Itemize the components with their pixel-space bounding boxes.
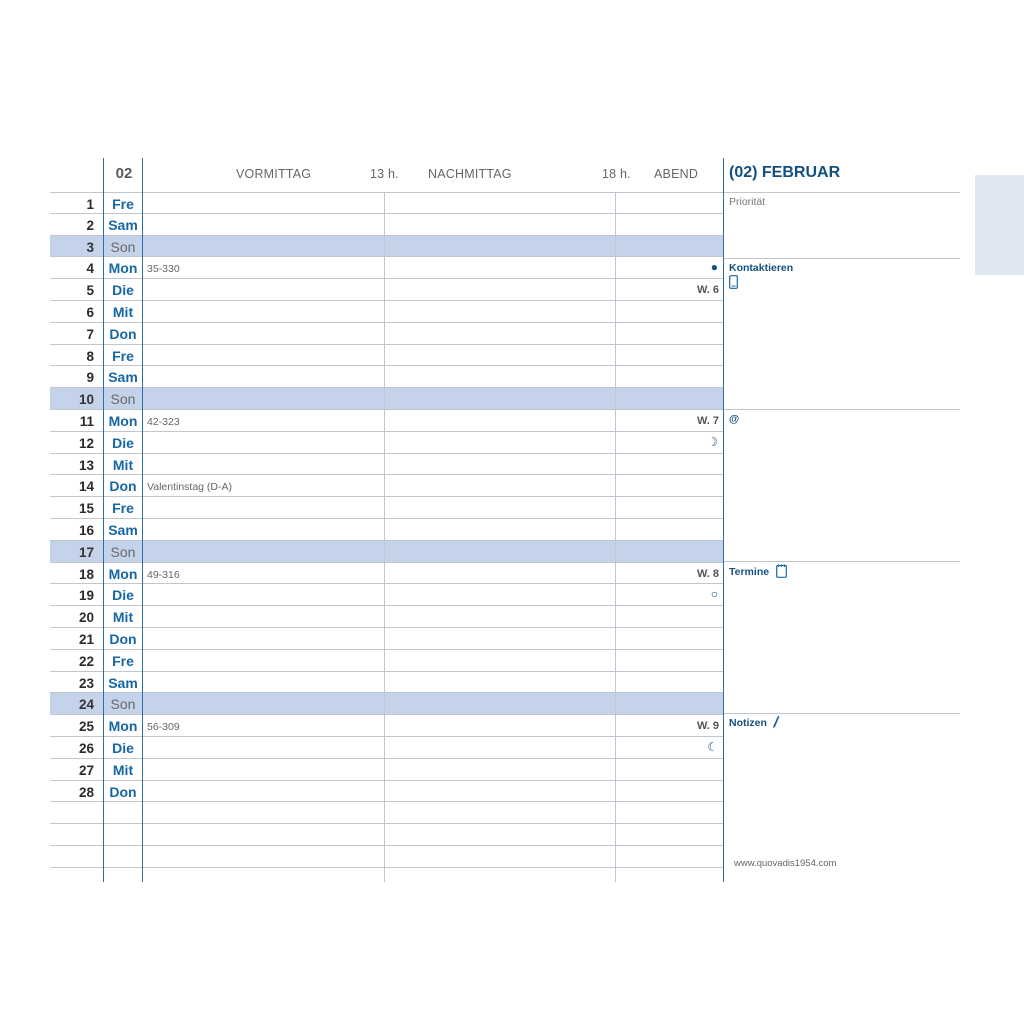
day-name: Don bbox=[109, 478, 137, 495]
day-row[interactable] bbox=[50, 606, 724, 628]
day-note: 42-323 bbox=[147, 416, 180, 428]
day-name: Fre bbox=[112, 347, 134, 364]
day-name: Mit bbox=[112, 456, 134, 473]
day-number: 15 bbox=[78, 501, 94, 517]
day-name: Sam bbox=[108, 369, 138, 386]
divider-18h bbox=[615, 192, 616, 882]
week-number: W. 6 bbox=[696, 284, 719, 297]
day-name: Son bbox=[110, 696, 136, 713]
notepad-icon bbox=[776, 564, 787, 583]
day-name: Don bbox=[109, 631, 137, 647]
day-number: 7 bbox=[86, 326, 94, 342]
day-number: 21 bbox=[78, 632, 94, 647]
divider-13h bbox=[384, 192, 385, 882]
day-number: 25 bbox=[78, 719, 94, 735]
section-prioritaet bbox=[724, 192, 960, 258]
week-number: W. 7 bbox=[696, 415, 719, 427]
pencil-icon bbox=[772, 715, 780, 734]
day-number: 11 bbox=[79, 414, 94, 429]
day-row[interactable] bbox=[50, 497, 724, 519]
day-number: 3 bbox=[86, 239, 94, 255]
header-hour-13: 13 h. bbox=[370, 167, 399, 181]
day-number: 19 bbox=[78, 588, 94, 604]
day-row[interactable] bbox=[50, 410, 724, 432]
day-row[interactable] bbox=[50, 584, 724, 606]
day-row[interactable] bbox=[50, 323, 724, 345]
day-number: 20 bbox=[78, 610, 94, 626]
day-row[interactable] bbox=[50, 715, 724, 737]
day-name: Sam bbox=[108, 674, 138, 691]
label-termine: Termine bbox=[729, 566, 770, 578]
day-note: 35-330 bbox=[147, 263, 180, 276]
schedule-left-border bbox=[142, 158, 143, 882]
day-number: 17 bbox=[78, 544, 94, 560]
day-name: Son bbox=[110, 543, 136, 560]
section-notizen bbox=[724, 713, 960, 882]
day-row[interactable] bbox=[50, 628, 724, 650]
label-kontaktieren: Kontaktieren bbox=[729, 262, 794, 274]
day-row[interactable] bbox=[50, 475, 724, 497]
day-name: Die bbox=[112, 740, 134, 756]
day-number: 24 bbox=[78, 697, 94, 713]
day-row[interactable] bbox=[50, 519, 724, 541]
day-number: 27 bbox=[78, 762, 94, 778]
day-name: Don bbox=[109, 325, 137, 342]
day-name: Die bbox=[112, 587, 134, 604]
day-row[interactable] bbox=[50, 432, 724, 454]
day-row[interactable] bbox=[50, 257, 724, 279]
day-row[interactable] bbox=[50, 824, 724, 846]
day-number: 9 bbox=[86, 370, 94, 386]
side-panel bbox=[724, 158, 960, 882]
day-row[interactable] bbox=[50, 192, 724, 214]
month-tab bbox=[975, 175, 1024, 275]
day-row[interactable] bbox=[50, 345, 724, 367]
day-name: Fre bbox=[112, 500, 134, 517]
day-note: 56-309 bbox=[147, 721, 180, 734]
day-number: 18 bbox=[78, 566, 94, 582]
day-name: Sam bbox=[108, 522, 138, 538]
day-row[interactable] bbox=[50, 236, 724, 258]
day-number: 12 bbox=[78, 435, 94, 451]
label-prioritaet: Priorität bbox=[729, 196, 766, 208]
day-number: 14 bbox=[78, 479, 94, 495]
day-row[interactable] bbox=[50, 846, 724, 868]
day-number: 26 bbox=[78, 741, 94, 756]
moon-phase-icon: ☽ bbox=[707, 434, 718, 449]
website-url: www.quovadis1954.com bbox=[734, 858, 837, 869]
day-row[interactable] bbox=[50, 279, 724, 301]
section-termine bbox=[724, 561, 960, 713]
header-vormittag: VORMITTAG bbox=[236, 167, 312, 181]
day-row[interactable] bbox=[50, 737, 724, 759]
day-row[interactable] bbox=[50, 563, 724, 585]
day-row[interactable] bbox=[50, 388, 724, 410]
day-row[interactable] bbox=[50, 672, 724, 694]
header-nachmittag: NACHMITTAG bbox=[428, 167, 512, 181]
day-number: 8 bbox=[86, 348, 94, 364]
day-row[interactable] bbox=[50, 301, 724, 323]
day-column-divider bbox=[103, 158, 104, 882]
day-number: 22 bbox=[78, 653, 94, 669]
day-name: Son bbox=[110, 238, 136, 255]
day-name: Mit bbox=[112, 304, 134, 320]
label-notizen: Notizen bbox=[729, 717, 767, 729]
month-number: 02 bbox=[115, 165, 133, 182]
section-email bbox=[724, 409, 960, 561]
day-number: 1 bbox=[86, 197, 94, 212]
moon-phase-icon: ☾ bbox=[707, 740, 718, 754]
day-row[interactable] bbox=[50, 214, 724, 236]
day-row[interactable] bbox=[50, 759, 724, 781]
day-row[interactable] bbox=[50, 693, 724, 715]
day-row[interactable] bbox=[50, 366, 724, 388]
day-row[interactable] bbox=[50, 650, 724, 672]
day-name: Fre bbox=[112, 196, 134, 212]
day-number: 16 bbox=[78, 523, 94, 538]
day-number: 6 bbox=[86, 305, 94, 320]
day-row[interactable] bbox=[50, 541, 724, 563]
day-name: Don bbox=[109, 783, 137, 800]
day-row[interactable] bbox=[50, 802, 724, 824]
day-name: Mon bbox=[108, 413, 138, 429]
label-at-sign: @ bbox=[729, 413, 740, 425]
moon-phase-icon: ● bbox=[710, 260, 718, 275]
day-name: Mon bbox=[108, 260, 138, 277]
day-name: Die bbox=[112, 434, 134, 451]
day-name: Mit bbox=[112, 761, 134, 778]
section-kontaktieren bbox=[724, 258, 960, 409]
day-row[interactable] bbox=[50, 454, 724, 476]
day-note: 49-316 bbox=[147, 568, 180, 581]
day-number: 10 bbox=[78, 392, 94, 408]
day-name: Die bbox=[112, 282, 134, 299]
moon-phase-icon: ○ bbox=[710, 587, 718, 602]
day-number: 23 bbox=[78, 675, 94, 691]
day-name: Sam bbox=[108, 216, 138, 233]
day-number: 2 bbox=[86, 217, 94, 233]
day-number: 28 bbox=[78, 784, 94, 800]
day-name: Mon bbox=[108, 565, 138, 582]
header-hour-18: 18 h. bbox=[602, 167, 631, 181]
week-number: W. 9 bbox=[696, 720, 719, 733]
day-name: Mon bbox=[108, 718, 138, 735]
day-name: Son bbox=[110, 391, 136, 408]
day-row[interactable] bbox=[50, 781, 724, 803]
day-number: 5 bbox=[86, 283, 94, 299]
header-abend: ABEND bbox=[654, 167, 699, 181]
month-title: (02) FEBRUAR bbox=[729, 164, 841, 181]
day-number: 4 bbox=[86, 261, 94, 277]
day-note: Valentinstag (D-A) bbox=[147, 481, 233, 494]
day-name: Fre bbox=[112, 652, 134, 669]
day-name: Mit bbox=[112, 609, 134, 626]
week-number: W. 8 bbox=[696, 567, 719, 580]
phone-icon bbox=[729, 275, 738, 294]
day-number: 13 bbox=[78, 457, 94, 473]
